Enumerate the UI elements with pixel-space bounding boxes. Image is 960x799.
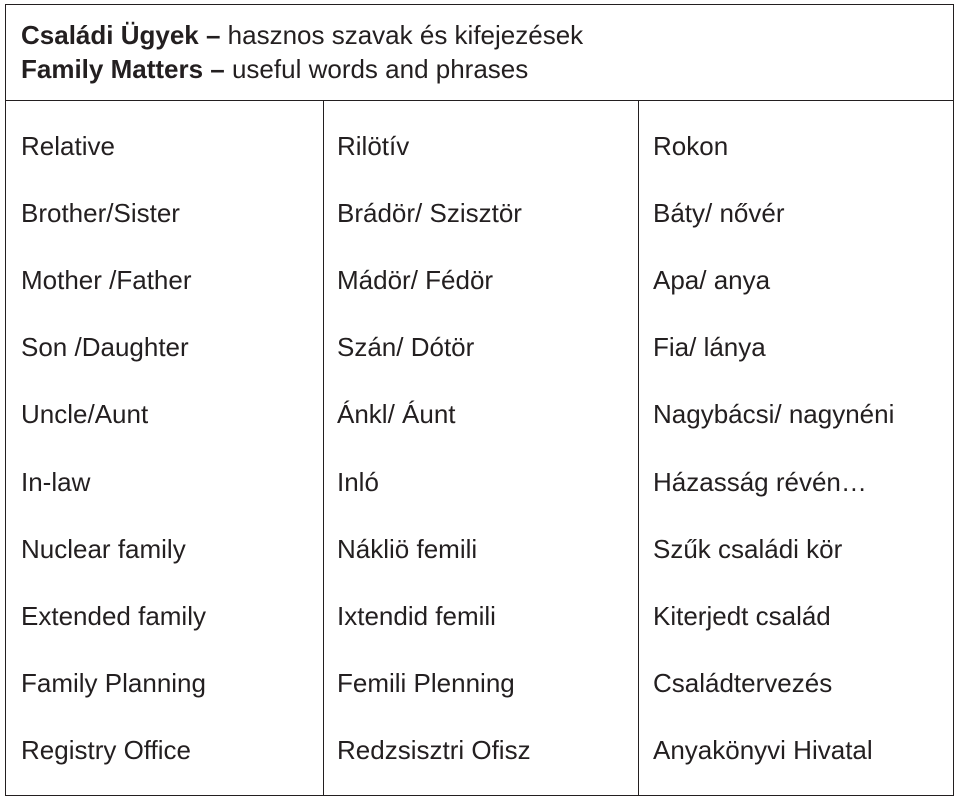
title-english-bold: Family Matters – [21, 54, 225, 84]
hungarian-term: Családtervezés [653, 667, 833, 698]
hungarian-term: Nagybácsi/ nagynéni [653, 399, 895, 430]
pronunciation: Femili Plenning [337, 667, 515, 698]
column-divider [638, 100, 639, 795]
pronunciation: Rilötív [337, 131, 410, 161]
table-header [6, 5, 953, 101]
hungarian-term: Báty/ nővér [653, 198, 785, 229]
column-divider [323, 100, 324, 795]
pronunciation: Szán/ Dótör [337, 332, 475, 363]
hungarian-term: Kiterjedt család [653, 600, 831, 631]
english-term: Brother/Sister [21, 198, 180, 229]
english-term: In-law [21, 466, 91, 497]
title-hungarian-rest: hasznos szavak és kifejezések [220, 20, 584, 50]
pronunciation: Mádör/ Fédör [337, 265, 494, 296]
hungarian-term: Apa/ anya [653, 265, 771, 296]
title-english-rest: useful words and phrases [224, 54, 529, 84]
title-hungarian-bold: Családi Ügyek – [21, 20, 221, 50]
english-term: Uncle/Aunt [21, 399, 149, 430]
english-term: Relative [21, 131, 115, 161]
pronunciation: Brádör/ Szisztör [337, 198, 522, 229]
pronunciation: Ánkl/ Áunt [337, 399, 456, 430]
english-term: Family Planning [21, 667, 206, 698]
pronunciation: Nákliö femili [337, 533, 478, 564]
english-term: Son /Daughter [21, 332, 189, 363]
pronunciation: Inló [337, 466, 379, 497]
english-term: Registry Office [21, 734, 192, 765]
pronunciation: Redzsisztri Ofisz [337, 734, 531, 765]
english-term: Mother /Father [21, 265, 192, 296]
english-term: Nuclear family [21, 533, 186, 564]
vocabulary-table [5, 4, 954, 796]
title-hungarian [21, 20, 583, 51]
hungarian-term: Szűk családi kör [653, 533, 843, 564]
pronunciation: Ixtendid femili [337, 600, 496, 631]
hungarian-term: Anyakönyvi Hivatal [653, 734, 873, 765]
english-term: Extended family [21, 600, 206, 631]
hungarian-term: Rokon [653, 131, 729, 161]
hungarian-term: Fia/ lánya [653, 332, 766, 363]
hungarian-term: Házasság révén… [653, 466, 867, 497]
title-english [21, 54, 528, 85]
